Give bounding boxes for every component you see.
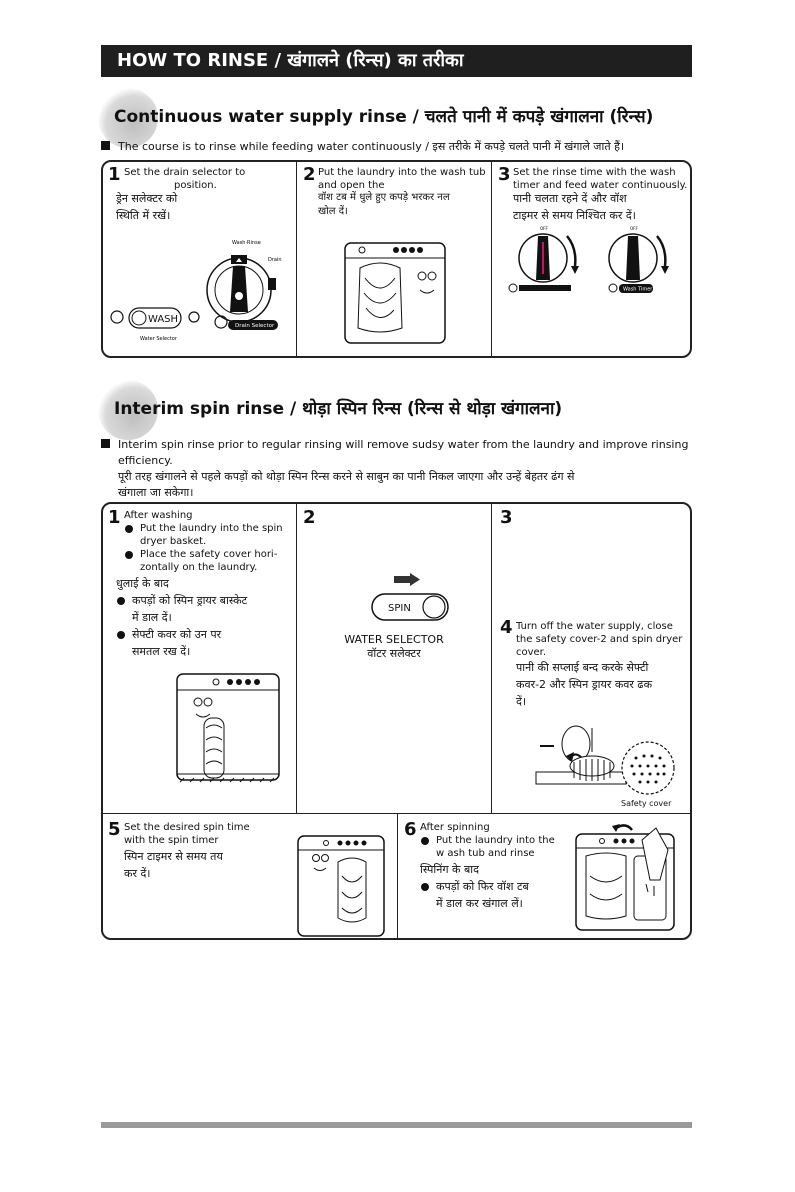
step-number: 6 xyxy=(404,819,417,840)
divider xyxy=(296,503,297,813)
drain-selector-caption: Drain Selector xyxy=(235,323,275,329)
spin-timer-machine-illustration xyxy=(294,832,388,938)
wash-timer-illustration xyxy=(505,222,687,302)
drain-selector-illustration xyxy=(102,232,292,354)
step-number: 3 xyxy=(498,164,511,185)
knob-label-top: Wash·Rinse xyxy=(232,240,261,246)
step-text-hi: पानी की सप्लाई बन्द करके सेफ्टी कवर-2 और स्पिन ड्रायर कवर ढक दें। xyxy=(516,661,653,708)
footer-rule xyxy=(101,1122,692,1128)
knob-label-right: Drain xyxy=(268,257,282,263)
page-title-banner: HOW TO RINSE / खंगालने (रिन्स) का तरीका xyxy=(101,45,692,77)
spin-water-selector-switch[interactable] xyxy=(370,592,452,624)
step-number: 4 xyxy=(500,617,513,638)
step-text-en: After washing Put the laundry into the spin dryer basket. Place the safety cover hori- zontally on the laundry. xyxy=(124,509,292,574)
square-bullet-icon xyxy=(101,439,110,448)
arrow-right-icon xyxy=(394,573,424,587)
section-intro-continuous: The course is to rinse while feeding water continuously / इस तरीके में कपड़े चलते पानी में खंगाले जाते हैं। xyxy=(101,139,624,155)
spin-label: SPIN xyxy=(388,603,411,614)
step-text-en: Put the laundry into the wash tub and open the xyxy=(318,167,486,191)
step-text-hi: वॉश टब में धुले हुए कपड़े भरकर नल खोल दें। xyxy=(318,192,450,217)
divider xyxy=(296,161,297,357)
step-number: 1 xyxy=(108,164,121,185)
water-selector-caption-hi: वॉटर सलेक्टर xyxy=(367,647,421,660)
rinse-machine-illustration xyxy=(572,820,684,934)
spin-dryer-illustration xyxy=(172,670,284,788)
svg-text:OFF: OFF xyxy=(630,226,638,231)
water-selector-caption: Water Selector xyxy=(140,336,177,342)
step-number: 5 xyxy=(108,819,121,840)
section-title-interim: Interim spin rinse / थोड़ा स्पिन रिन्स (रिन्स से थोड़ा खंगालना) xyxy=(114,399,563,419)
step-text-en: Turn off the water supply, close the safety cover-2 and spin dryer cover. xyxy=(516,621,683,658)
step-text-hi: ड्रेन सलेक्टर को स्थिति में रखें। xyxy=(116,192,178,222)
step-text-hi: स्पिनिंग के बाद कपड़ों को फिर वॉश टब में डाल कर खंगाल लें। xyxy=(420,861,570,912)
step-number: 3 xyxy=(500,507,513,528)
wash-label: WASH xyxy=(148,314,179,325)
section-intro-interim: Interim spin rinse prior to regular rinsing will remove sudsy water from the laundry and improve rinsing efficiency. पूरी तरह खंगालने से पहले कपड़ों को थोड़ा स्पिन रिन्स करने से साबुन का पानी निकल जाएगा और उन्हें बेहतर ढंग से खंगाला जा सकेगा। xyxy=(101,437,692,501)
water-selector-caption-en: WATER SELECTOR xyxy=(344,633,444,646)
divider xyxy=(397,814,398,939)
step-text-en: After spinning Put the laundry into the w ash tub and rinse xyxy=(420,821,570,860)
step-text-en: Set the rinse time with the wash timer and feed water continuously. xyxy=(513,167,688,191)
step-number: 2 xyxy=(303,164,316,185)
step-number: 1 xyxy=(108,507,121,528)
step-text-en: Set the desired spin time with the spin timer xyxy=(124,822,250,846)
step-text-en: Set the drain selector to position. xyxy=(124,167,246,191)
step-number: 2 xyxy=(303,507,316,528)
divider xyxy=(491,503,492,813)
washing-machine-illustration xyxy=(340,238,450,346)
timer-off-label: OFF xyxy=(540,226,548,231)
section-title-continuous: Continuous water supply rinse / चलते पानी में कपड़े खंगालना (रिन्स) xyxy=(114,107,654,127)
divider xyxy=(491,161,492,357)
wash-timer-caption: Wash Timer xyxy=(623,286,653,293)
safety-cover-caption: Safety cover xyxy=(621,799,672,808)
step-text-hi: स्पिन टाइमर से समय तय कर दें। xyxy=(124,850,223,880)
step-text-hi: पानी चलता रहने दें और वॉश टाइमर से समय निश्चित कर दें। xyxy=(513,192,636,222)
safety-cover-illustration xyxy=(536,712,686,810)
square-bullet-icon xyxy=(101,141,110,150)
step-text-hi: धुलाई के बाद कपड़ों को स्पिन ड्रायर बास्केट में डाल दें। सेफ्टी कवर को उन पर समतल रख दें। xyxy=(116,575,288,660)
